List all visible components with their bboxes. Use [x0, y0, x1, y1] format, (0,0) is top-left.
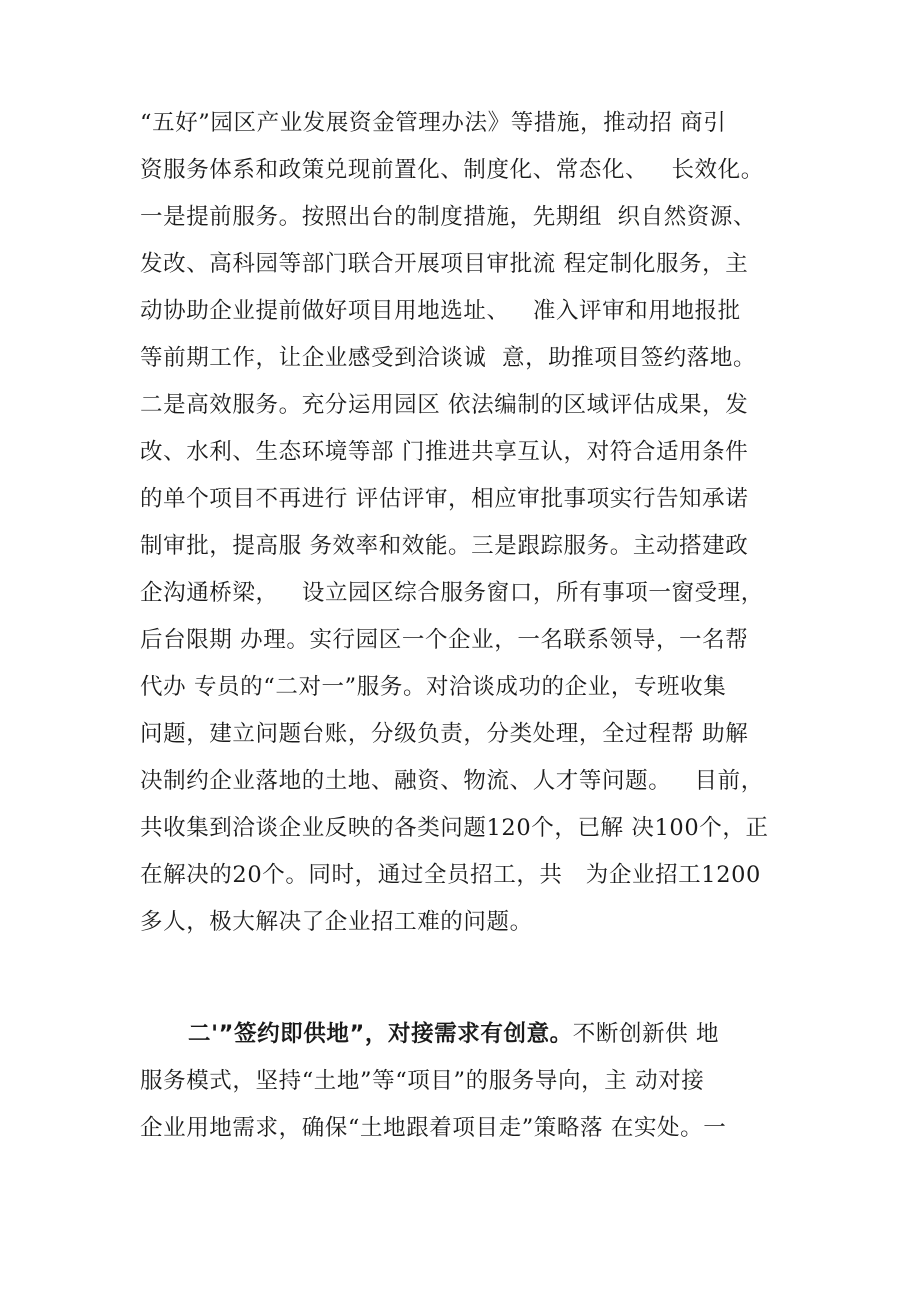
text-line: 动协助企业提前做好项目用地选址、 准入评审和用地报批 — [140, 298, 741, 324]
text-line: 二是高效服务。充分运用园区 依法编制的区域评估成果，发 — [140, 392, 749, 418]
body-paragraph — [140, 100, 800, 946]
text-line: 服务模式，坚持“土地”等“项目”的服务导向，主 动对接 — [140, 1068, 705, 1094]
text-line: 等前期工作，让企业感受到洽谈诚 意，助推项目签约落地。 — [140, 345, 757, 371]
text-line: 企沟通桥梁， 设立园区综合服务窗口，所有事项一窗受理， — [140, 580, 764, 606]
text-line: 决制约企业落地的土地、融资、物流、人才等问题。 目前， — [140, 768, 764, 794]
section-first-line-text: 不断创新供 地 — [572, 1021, 720, 1047]
text-line: 后台限期 办理。实行园区一个企业，一名联系领导，一名帮 — [140, 627, 749, 653]
section-first-line — [140, 1011, 800, 1058]
text-line: “五好”园区产业发展资金管理办法》等措施，推动招 商引 — [140, 110, 727, 136]
text-line: 问题，建立问题台账，分级负责，分类处理，全过程帮 助解 — [140, 721, 749, 747]
text-line: 共收集到洽谈企业反映的各类问题120个，已解 决100个，正 — [140, 815, 769, 841]
section-paragraph — [140, 1011, 800, 1152]
text-line: 多人，极大解决了企业招工难的问题。 — [140, 909, 533, 935]
text-line: 制审批，提高服 务效率和效能。三是跟踪服务。主动搭建政 — [140, 533, 749, 559]
text-line: 在解决的20个。同时，通过全员招工，共 为企业招工1200 — [140, 862, 761, 888]
text-line: 的单个项目不再进行 评估评审，相应审批事项实行告知承诺 — [140, 486, 749, 512]
text-line: 企业用地需求，确保“土地跟着项目走”策略落 在实处。一 — [140, 1115, 727, 1141]
text-line: 资服务体系和政策兑现前置化、制度化、常态化、 长效化。 — [140, 157, 764, 183]
text-line: 发改、高科园等部门联合开展项目审批流 程定制化服务，主 — [140, 251, 749, 277]
text-line: 代办 专员的“二对一”服务。对洽谈成功的企业，专班收集 — [140, 674, 727, 700]
text-line: 改、水利、生态环境等部 门推进共享互认，对符合适用条件 — [140, 439, 749, 465]
section-heading: 二'”签约即供地”，对接需求有创意。 — [188, 1021, 573, 1047]
text-line: 一是提前服务。按照出台的制度措施，先期组 织自然资源、 — [140, 204, 757, 230]
